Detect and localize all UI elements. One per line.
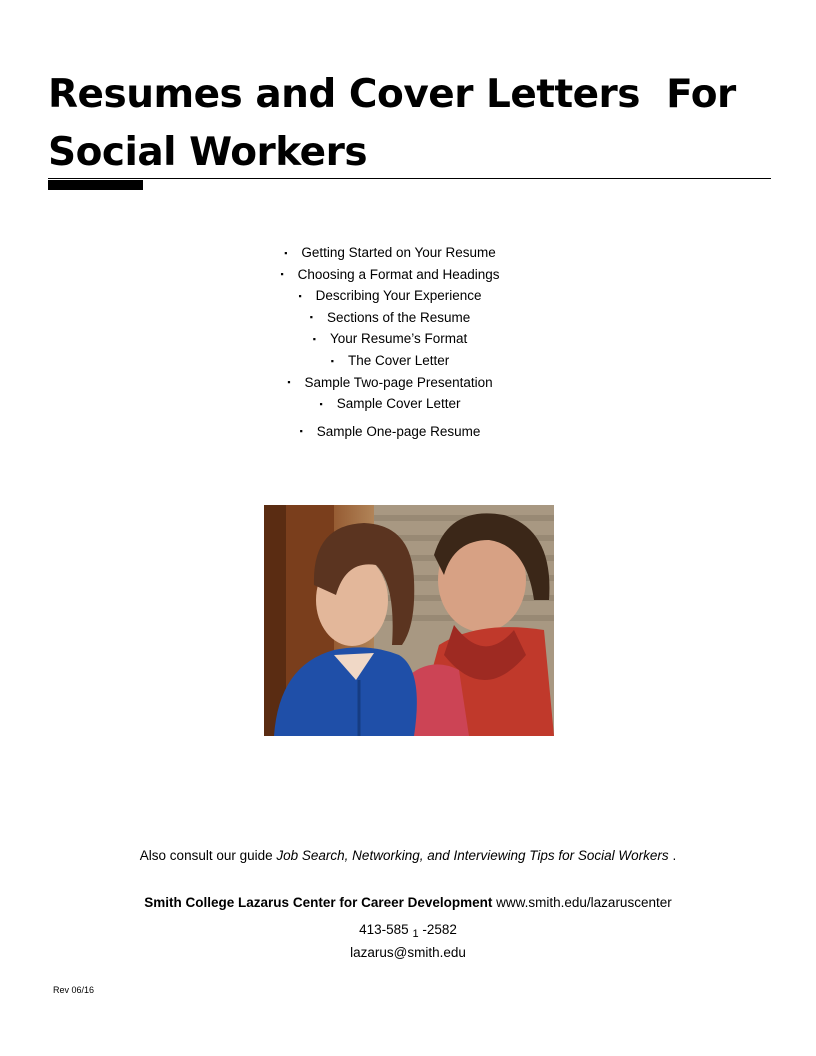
contents-list: [0, 242, 780, 442]
consult-guide-note: [0, 846, 816, 866]
title-divider-thin: [48, 178, 771, 179]
consult-prefix: Also consult our guide: [139, 848, 277, 863]
phone-separator: 1: [412, 928, 419, 940]
bullet-icon: ▪: [330, 355, 334, 366]
bullet-icon: ▪: [298, 290, 302, 301]
page-title-line-1: Resumes and Cover Letters For: [48, 72, 736, 117]
bullet-icon: ▪: [287, 377, 291, 388]
org-website-link[interactable]: www.smith.edu/lazaruscenter: [496, 895, 672, 910]
email-link[interactable]: lazarus@smith.edu: [350, 945, 466, 960]
contents-item-label: Your Resume’s Format: [329, 331, 468, 347]
revision-date: Rev 06/16: [53, 985, 95, 995]
contents-item: [0, 307, 780, 329]
consult-suffix: .: [668, 848, 677, 863]
phone-part-1: 413-585: [359, 922, 409, 937]
contents-item: [0, 264, 780, 286]
contents-item-label: Sample Cover Letter: [336, 396, 461, 412]
contents-item: [0, 350, 780, 372]
contents-item: [0, 421, 780, 443]
org-name: Smith College Lazarus Center for Career Development: [144, 895, 493, 910]
contents-item: [0, 242, 780, 264]
title-divider-thick: [48, 180, 143, 190]
bullet-icon: ▪: [280, 269, 284, 280]
guide-title: Job Search, Networking, and Interviewing Tips for Social Workers: [276, 848, 669, 863]
contents-item-label: Sections of the Resume: [326, 309, 471, 325]
bullet-icon: ▪: [284, 247, 288, 258]
contents-item: [0, 328, 780, 350]
contents-item-label: Describing Your Experience: [315, 288, 482, 304]
contents-item-label: Getting Started on Your Resume: [301, 245, 496, 260]
contents-item: [0, 393, 780, 415]
contents-item: [0, 372, 780, 394]
bullet-icon: ▪: [299, 426, 303, 437]
contents-item-label: The Cover Letter: [347, 352, 450, 368]
bullet-icon: ▪: [309, 312, 313, 323]
bullet-icon: ▪: [319, 398, 323, 409]
phone-number: [0, 920, 816, 941]
page-title: [48, 66, 736, 182]
contents-item-label: Sample Two-page Presentation: [304, 374, 493, 390]
students-photo: [264, 505, 554, 736]
contents-item-label: Choosing a Format and Headings: [297, 266, 500, 282]
contents-item-label: Sample One-page Resume: [316, 423, 481, 439]
bullet-icon: ▪: [312, 334, 316, 345]
contents-item: [0, 285, 780, 307]
phone-part-2: -2582: [422, 922, 457, 937]
org-contact: [0, 893, 816, 913]
page-title-line-2: Social Workers: [48, 130, 368, 175]
